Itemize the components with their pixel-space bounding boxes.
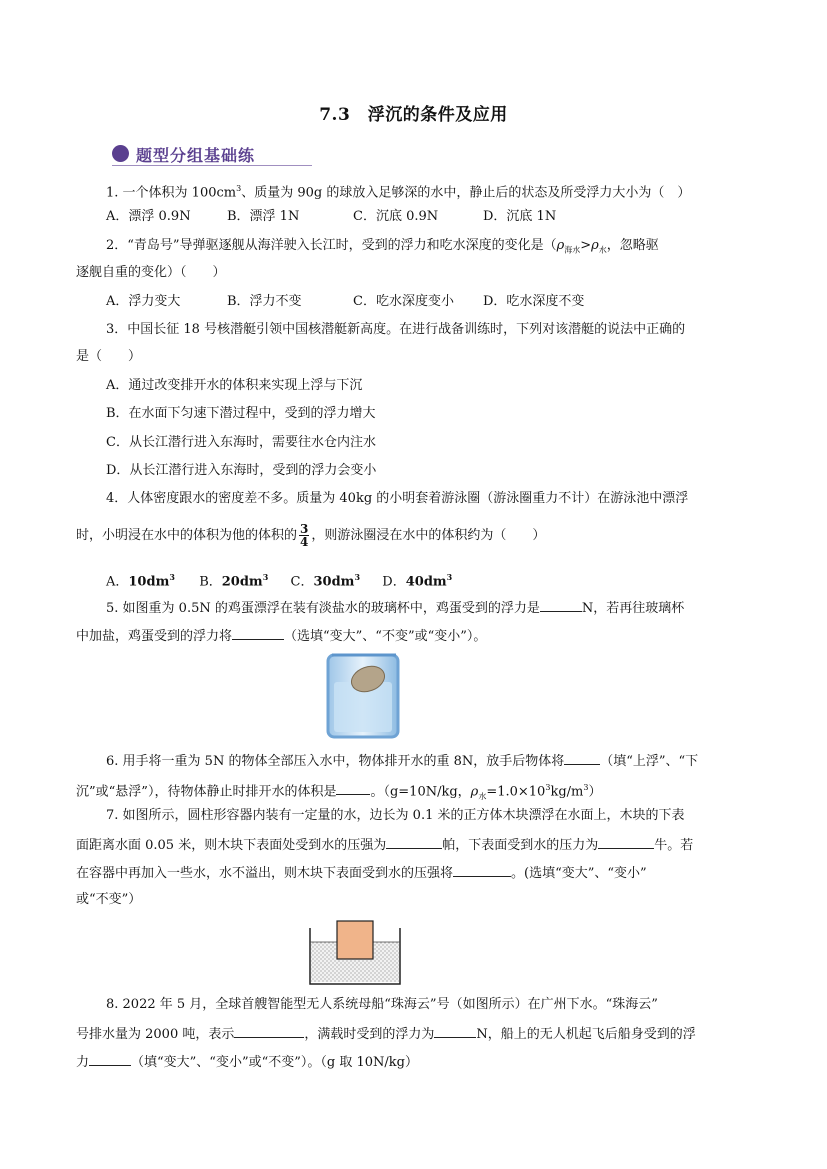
question-1-option-b: B．漂浮 1N (227, 209, 300, 224)
question-2-stem-line2: 逐舰自重的变化）（ ） (76, 265, 226, 280)
question-4-options: A．$10dm^3$ B．$20dm^3$ C．$30dm^3$ D．$40dm^3$ (106, 572, 453, 590)
answer-blank[interactable] (453, 863, 511, 877)
question-1-stem: 1. 一个体积为 $100cm^3$、质量为 90g 的球放入足够深的水中，静止后的状态及所受浮力大小为（ ） (106, 184, 691, 201)
question-2-option-a: A．浮力变大 (106, 294, 181, 309)
section-banner (112, 142, 312, 166)
answer-blank[interactable] (540, 598, 582, 612)
answer-blank[interactable] (234, 1024, 304, 1038)
fraction-three-quarters: $\frac{3}{4}$ (300, 522, 309, 549)
answer-blank[interactable] (386, 835, 442, 849)
question-8-stem-line3: 力 （填“变大”、“变小”或“不变”）。（g 取 10N/kg） (76, 1052, 418, 1072)
question-8-stem-line2: 号排水量为 2000 吨，表示 ，满载时受到的浮力为 N，船上的无人机起飞后船身受到的浮 (76, 1024, 696, 1044)
question-3-option-a: A．通过改变排开水的体积来实现上浮与下沉 (106, 378, 363, 393)
question-2-stem-line1: 2．“青岛号”导弹驱逐舰从海洋驶入长江时，受到的浮力和吃水深度的变化是（$\rho_{海水}>\rho_水$，忽略驱 (106, 238, 659, 255)
answer-blank[interactable] (434, 1024, 476, 1038)
question-7-stem-line1: 7. 如图所示，圆柱形容器内装有一定量的水，边长为 0.1 米的正方体木块漂浮在水面上，木块的下表 (106, 808, 685, 823)
section-label: 题型分组基础练 (136, 146, 256, 165)
question-2-option-c: C．吃水深度变小 (353, 294, 454, 309)
question-5-stem-line1: 5. 如图重为 0.5N 的鸡蛋漂浮在装有淡盐水的玻璃杯中，鸡蛋受到的浮力是 N，若再往玻璃杯 (106, 598, 684, 618)
answer-blank[interactable] (89, 1052, 131, 1066)
question-4-stem-line2: 时，小明浸在水中的体积为他的体积的 $\frac{3}{4}$ ，则游泳圈浸在水中的体积约为（ ） (76, 522, 546, 549)
floating-cube-figure (308, 918, 402, 986)
question-2-option-b: B．浮力不变 (227, 294, 302, 309)
wooden-cube (337, 921, 373, 959)
question-3-option-d: D．从长江潜行进入东海时，受到的浮力会变小 (106, 463, 377, 478)
question-3-stem-line1: 3．中国长征 18 号核潜艇引领中国核潜艇新高度。在进行战备训练时，下列对该潜艇的说法中正确的 (106, 322, 686, 337)
egg-in-beaker-figure (326, 652, 402, 740)
question-3-stem-line2: 是（ ） (76, 349, 142, 364)
question-7-stem-line4: 或“不变”） (76, 892, 142, 907)
question-1-option-c: C．沉底 0.9N (353, 209, 439, 224)
question-7-stem-line2: 面距离水面 0.05 米，则木块下表面处受到水的压强为 帕，下表面受到水的压力为 牛。若 (76, 835, 693, 855)
answer-blank[interactable] (598, 835, 654, 849)
section-underline (112, 165, 312, 166)
question-8-stem-line1: 8. 2022 年 5 月，全球首艘智能型无人系统母船“珠海云”号（如图所示）在广州下水。“珠海云” (106, 997, 658, 1012)
question-5-stem-line2: 中加盐，鸡蛋受到的浮力将 （选填“变大”、“不变”或“变小”）。 (76, 626, 486, 646)
answer-blank[interactable] (564, 751, 600, 765)
bullet-circle-icon (112, 145, 129, 162)
question-2-option-d: D．吃水深度不变 (483, 294, 585, 309)
page-title: 7.3 浮沉的条件及应用 (319, 105, 508, 125)
question-1-option-a: A．漂浮 0.9N (106, 209, 191, 224)
question-4-stem-line1: 4．人体密度跟水的密度差不多。质量为 40kg 的小明套着游泳圈（游泳圈重力不计）在游泳池中漂浮 (106, 491, 689, 506)
answer-blank[interactable] (232, 626, 284, 640)
question-7-stem-line3: 在容器中再加入一些水，水不溢出，则木块下表面受到水的压强将 。(选填“变大”、“变小” (76, 863, 647, 883)
question-6-stem-line2: 沉”或“悬浮”），待物体静止时排开水的体积是 。（g=10N/kg，$\rho_水=1.0\times 10^3kg/m^3$） (76, 783, 602, 801)
question-3-option-c: C．从长江潜行进入东海时，需要往水仓内注水 (106, 435, 376, 450)
answer-blank[interactable] (336, 781, 370, 795)
question-1-option-d: D．沉底 1N (483, 209, 557, 224)
question-3-option-b: B．在水面下匀速下潜过程中，受到的浮力增大 (106, 406, 376, 421)
question-6-stem-line1: 6. 用手将一重为 5N 的物体全部压入水中，物体排开水的重 8N，放手后物体将 （填“上浮”、“下 (106, 751, 698, 771)
